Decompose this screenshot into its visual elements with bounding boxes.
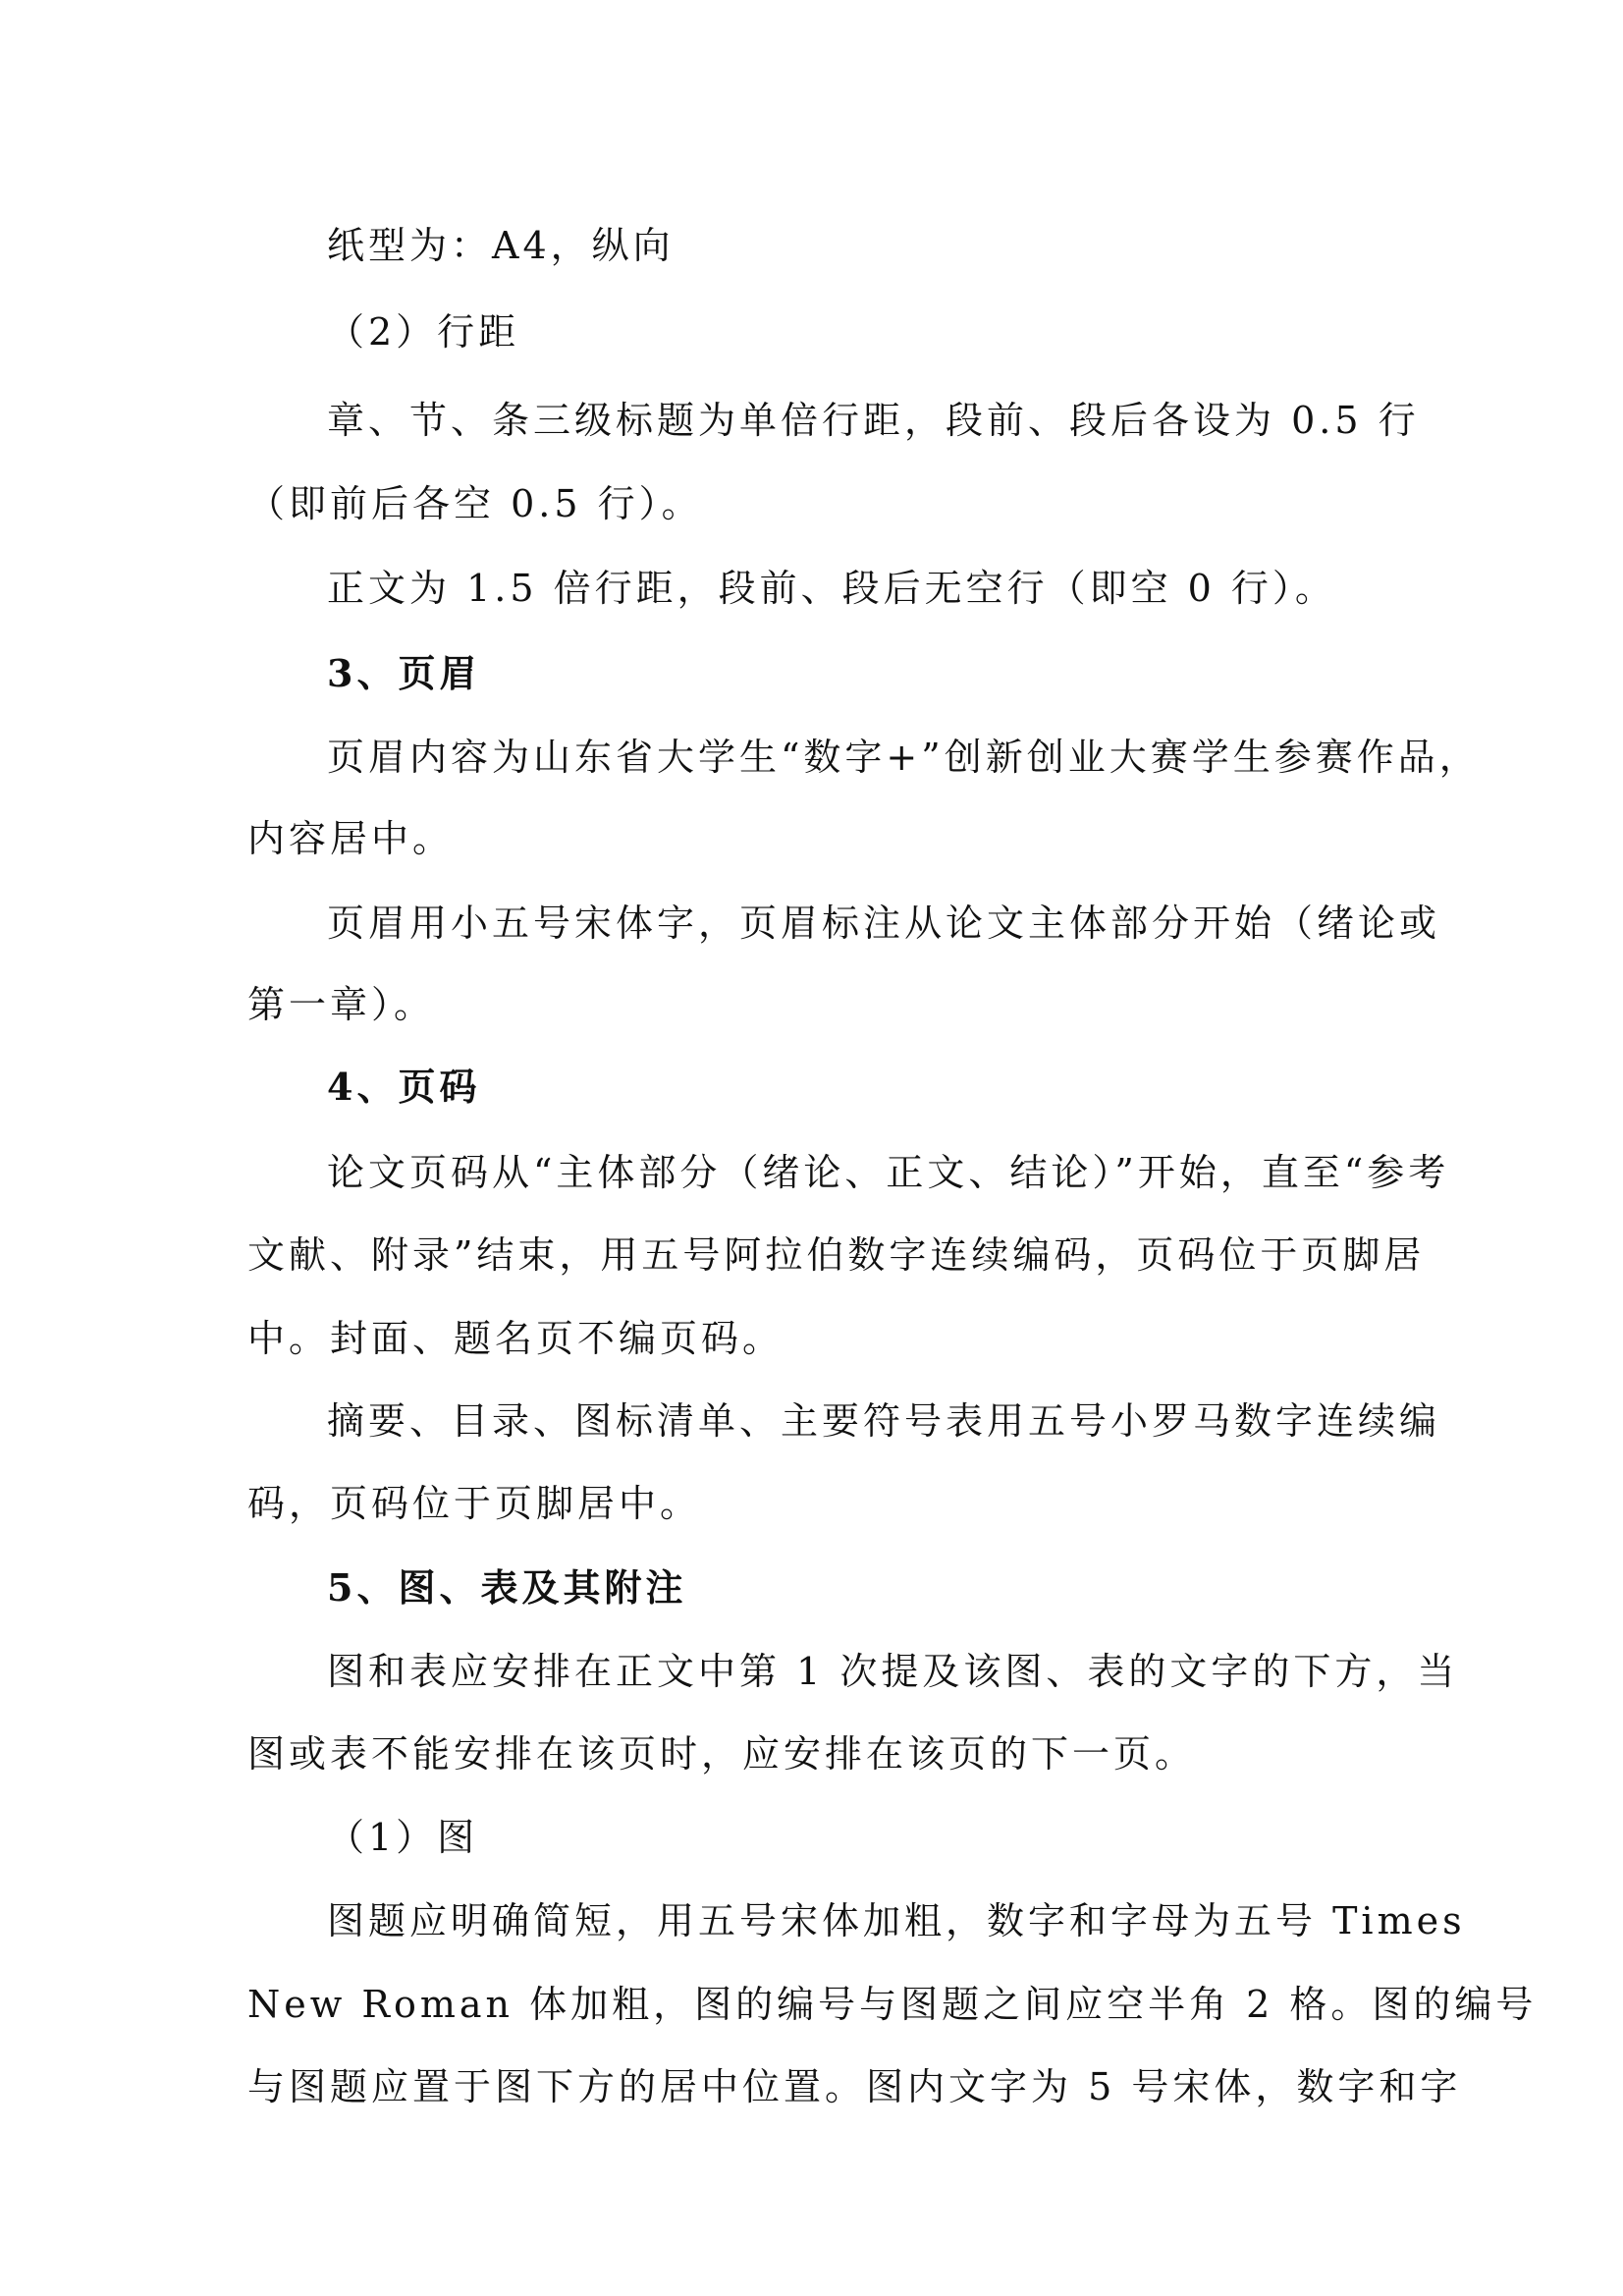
figure-caption-line-1: 图题应明确简短，用五号宋体加粗，数字和字母为五号 Times (327, 1899, 1466, 1942)
section-heading-figures-tables: 5、图、表及其附注 (327, 1565, 687, 1610)
page-number-line-3: 中。封面、题名页不编页码。 (247, 1317, 784, 1360)
body-spacing-line: 正文为 1.5 倍行距，段前、段后无空行（即空 0 行）。 (327, 567, 1336, 610)
figure-caption-line-3: 与图题应置于图下方的居中位置。图内文字为 5 号宋体，数字和字 (247, 2065, 1462, 2108)
header-font-line-2: 第一章）。 (247, 983, 436, 1026)
header-content-line-1: 页眉内容为山东省大学生“数字+”创新创业大赛学生参赛作品， (327, 736, 1481, 779)
header-content-line-2: 内容居中。 (247, 817, 455, 860)
figure-caption-line-2: New Roman 体加粗，图的编号与图题之间应空半角 2 格。图的编号 (247, 1983, 1538, 2026)
page-number-line-2: 文献、附录”结束，用五号阿拉伯数字连续编码，页码位于页脚居 (247, 1233, 1426, 1277)
paper-size-line: 纸型为：A4，纵向 (327, 224, 675, 267)
heading-spacing-line-1: 章、节、条三级标题为单倍行距，段前、段后各设为 0.5 行 (327, 399, 1420, 442)
heading-spacing-line-2: （即前后各空 0.5 行）。 (247, 482, 703, 525)
roman-numbering-line-2: 码，页码位于页脚居中。 (247, 1482, 702, 1525)
figure-table-line-2: 图或表不能安排在该页时，应安排在该页的下一页。 (247, 1732, 1197, 1776)
section-heading-page-number: 4、页码 (327, 1065, 481, 1109)
figure-subheading: （1）图 (327, 1816, 479, 1859)
section-heading-header: 3、页眉 (327, 651, 481, 695)
figure-table-line-1: 图和表应安排在正文中第 1 次提及该图、表的文字的下方，当 (327, 1650, 1459, 1693)
roman-numbering-line-1: 摘要、目录、图标清单、主要符号表用五号小罗马数字连续编 (327, 1399, 1441, 1443)
line-spacing-subheading: （2）行距 (327, 310, 520, 354)
header-font-line-1: 页眉用小五号宋体字，页眉标注从论文主体部分开始（绪论或 (327, 902, 1441, 945)
page-number-line-1: 论文页码从“主体部分（绪论、正文、结论）”开始，直至“参考 (327, 1151, 1450, 1194)
